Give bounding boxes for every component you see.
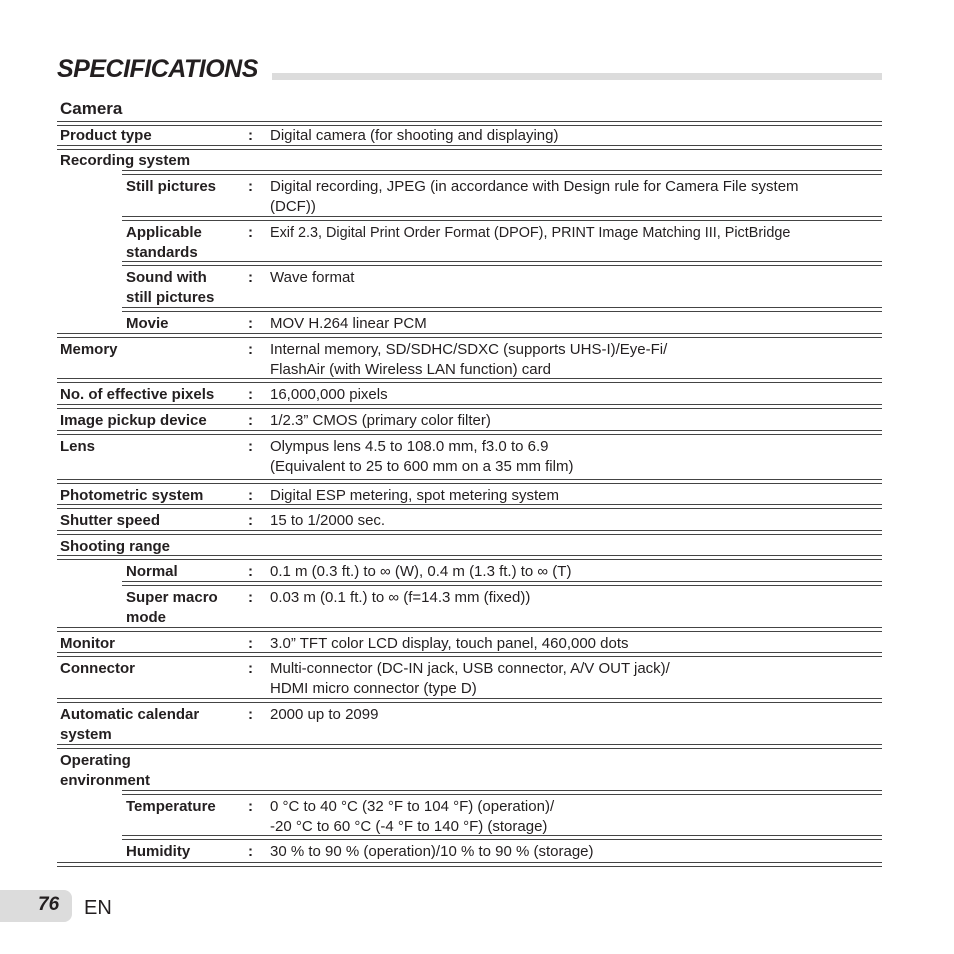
row-divider [122, 261, 882, 266]
spec-label: Applicable standards [126, 224, 202, 261]
spec-label: Automatic calendar system [60, 706, 200, 743]
spec-colon: : [248, 635, 253, 652]
spec-colon: : [248, 269, 253, 286]
page-number: 76 [38, 894, 60, 915]
row-divider [57, 862, 882, 867]
spec-value: 3.0” TFT color LCD display, touch panel, 460,000 dots [270, 635, 629, 652]
spec-colon: : [248, 315, 253, 332]
page-title: SPECIFICATIONS [57, 55, 258, 83]
spec-value: Digital recording, JPEG (in accordance with Design rule for Camera File system (DCF)) [270, 178, 799, 215]
spec-colon: : [248, 341, 253, 358]
spec-value: Digital camera (for shooting and displaying) [270, 127, 559, 144]
spec-label: Humidity [126, 843, 191, 860]
spec-label: No. of effective pixels [60, 386, 215, 403]
spec-label: Normal [126, 563, 178, 580]
spec-colon: : [248, 487, 253, 504]
spec-label: Sound with still pictures [126, 269, 215, 306]
spec-value: Internal memory, SD/SDHC/SDXC (supports UHS-I)/Eye-Fi/ FlashAir (with Wireless LAN function) card [270, 341, 668, 378]
spec-colon: : [248, 512, 253, 529]
spec-colon: : [248, 563, 253, 580]
spec-value: Wave format [270, 269, 355, 286]
spec-value: 0 °C to 40 °C (32 °F to 104 °F) (operation)/ -20 °C to 60 °C (-4 °F to 140 °F) (storage) [270, 798, 555, 835]
spec-value: 16,000,000 pixels [270, 386, 388, 403]
row-divider [57, 555, 882, 560]
spec-value: 15 to 1/2000 sec. [270, 512, 386, 529]
spec-label: Photometric system [60, 487, 204, 504]
row-divider [122, 170, 882, 175]
spec-label: Connector [60, 660, 135, 677]
row-divider [122, 790, 882, 795]
spec-value: Exif 2.3, Digital Print Order Format (DPOF), PRINT Image Matching III, PictBridge [270, 225, 791, 241]
spec-colon: : [248, 843, 253, 860]
spec-value: 0.03 m (0.1 ft.) to ∞ (f=14.3 mm (fixed)) [270, 589, 531, 606]
spec-value: 0.1 m (0.3 ft.) to ∞ (W), 0.4 m (1.3 ft.) to ∞ (T) [270, 563, 572, 580]
spec-label: Movie [126, 315, 169, 332]
row-divider [122, 307, 882, 312]
spec-value: 2000 up to 2099 [270, 706, 379, 723]
spec-label: Temperature [126, 798, 216, 815]
spec-label: Shutter speed [60, 512, 161, 529]
section-heading: Camera [60, 99, 123, 118]
spec-colon: : [248, 386, 253, 403]
spec-label: Product type [60, 127, 152, 144]
spec-value: Multi-connector (DC-IN jack, USB connector, A/V OUT jack)/ HDMI micro connector (type D) [270, 660, 670, 697]
spec-value: 30 % to 90 % (operation)/10 % to 90 % (storage) [270, 843, 594, 860]
spec-colon: : [248, 706, 253, 723]
spec-value: 1/2.3” CMOS (primary color filter) [270, 412, 491, 429]
spec-label: Recording system [60, 152, 191, 169]
spec-value: MOV H.264 linear PCM [270, 315, 427, 332]
spec-colon: : [248, 798, 253, 815]
language-label: EN [84, 897, 112, 919]
spec-colon: : [248, 412, 253, 429]
spec-colon: : [248, 589, 253, 606]
spec-colon: : [248, 178, 253, 195]
spec-colon: : [248, 127, 253, 144]
spec-colon: : [248, 438, 253, 455]
spec-label: Operating environment [60, 752, 151, 789]
spec-label: Lens [60, 438, 96, 455]
spec-label: Shooting range [60, 538, 170, 555]
spec-label: Still pictures [126, 178, 217, 195]
spec-label: Memory [60, 341, 118, 358]
row-divider [57, 479, 882, 484]
spec-value: Digital ESP metering, spot metering system [270, 487, 560, 504]
page-number-tab [0, 890, 72, 922]
spec-colon: : [248, 224, 253, 241]
spec-label: Image pickup device [60, 412, 207, 429]
spec-colon: : [248, 660, 253, 677]
spec-label: Super macro mode [126, 589, 218, 626]
title-rule [272, 73, 882, 80]
spec-value: Olympus lens 4.5 to 108.0 mm, f3.0 to 6.9 (Equivalent to 25 to 600 mm on a 35 mm film) [270, 438, 574, 475]
spec-label: Monitor [60, 635, 115, 652]
